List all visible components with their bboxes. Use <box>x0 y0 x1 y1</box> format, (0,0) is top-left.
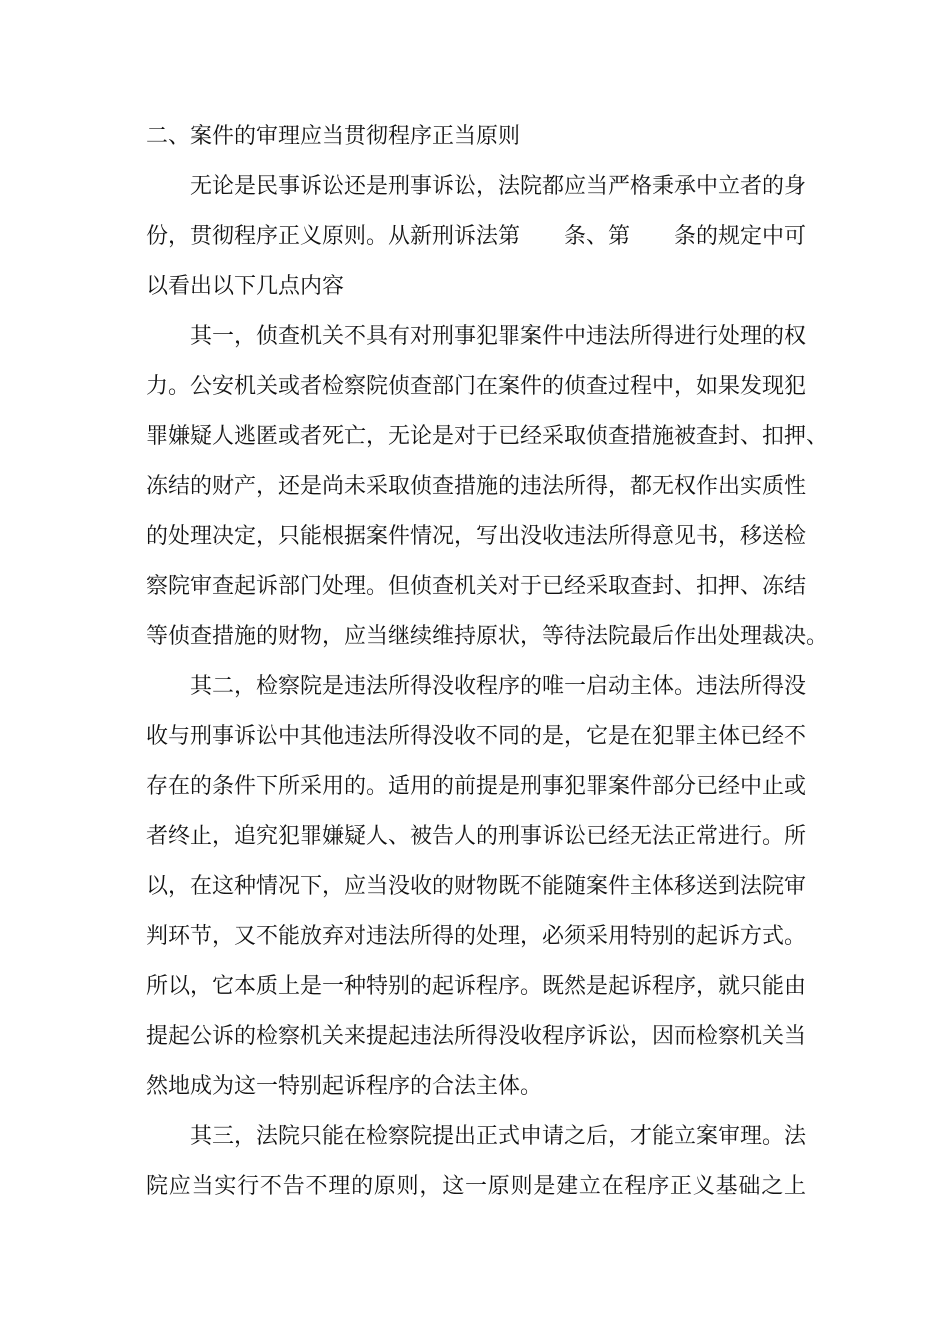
paragraph-line: 冻结的财产，还是尚未采取侦查措施的违法所得，都无权作出实质性 <box>146 474 807 499</box>
paragraph-line: 判环节，又不能放弃对违法所得的处理，必须采用特别的起诉方式。 <box>146 924 807 949</box>
paragraph-line: 力。公安机关或者检察院侦查部门在案件的侦查过程中，如果发现犯 <box>146 374 807 399</box>
section-heading: 二、案件的审理应当贯彻程序正当原则 <box>146 124 521 149</box>
paragraph-line: 者终止，追究犯罪嫌疑人、被告人的刑事诉讼已经无法正常进行。所 <box>146 824 807 849</box>
paragraph-line: 其三，法院只能在检察院提出正式申请之后，才能立案审理。法 <box>190 1124 807 1149</box>
paragraph-line: 以，在这种情况下，应当没收的财物既不能随案件主体移送到法院审 <box>146 874 807 899</box>
paragraph-line: 所以，它本质上是一种特别的起诉程序。既然是起诉程序，就只能由 <box>146 974 807 999</box>
paragraph-line: 院应当实行不告不理的原则，这一原则是建立在程序正义基础之上 <box>146 1174 806 1199</box>
paragraph-line: 罪嫌疑人逃匿或者死亡，无论是对于已经采取侦查措施被查封、扣押、 <box>146 424 829 449</box>
paragraph-line: 其一，侦查机关不具有对刑事犯罪案件中违法所得进行处理的权 <box>190 324 807 349</box>
paragraph-line: 提起公诉的检察机关来提起违法所得没收程序诉讼，因而检察机关当 <box>146 1024 807 1049</box>
paragraph-line: 察院审查起诉部门处理。但侦查机关对于已经采取查封、扣押、冻结 <box>146 574 807 599</box>
paragraph-line: 其二，检察院是违法所得没收程序的唯一启动主体。违法所得没 <box>190 674 807 699</box>
paragraph-line: 份，贯彻程序正义原则。从新刑诉法第 条、第 条的规定中可 <box>146 224 807 249</box>
paragraph-line: 无论是民事诉讼还是刑事诉讼，法院都应当严格秉承中立者的身 <box>190 174 807 199</box>
paragraph-line: 的处理决定，只能根据案件情况，写出没收违法所得意见书，移送检 <box>146 524 807 549</box>
paragraph-line: 以看出以下几点内容 <box>146 274 345 299</box>
paragraph-line: 收与刑事诉讼中其他违法所得没收不同的是，它是在犯罪主体已经不 <box>146 724 807 749</box>
paragraph-line: 等侦查措施的财物，应当继续维持原状，等待法院最后作出处理裁决。 <box>146 624 829 649</box>
paragraph-line: 然地成为这一特别起诉程序的合法主体。 <box>146 1074 543 1099</box>
paragraph-line: 存在的条件下所采用的。适用的前提是刑事犯罪案件部分已经中止或 <box>146 774 807 799</box>
